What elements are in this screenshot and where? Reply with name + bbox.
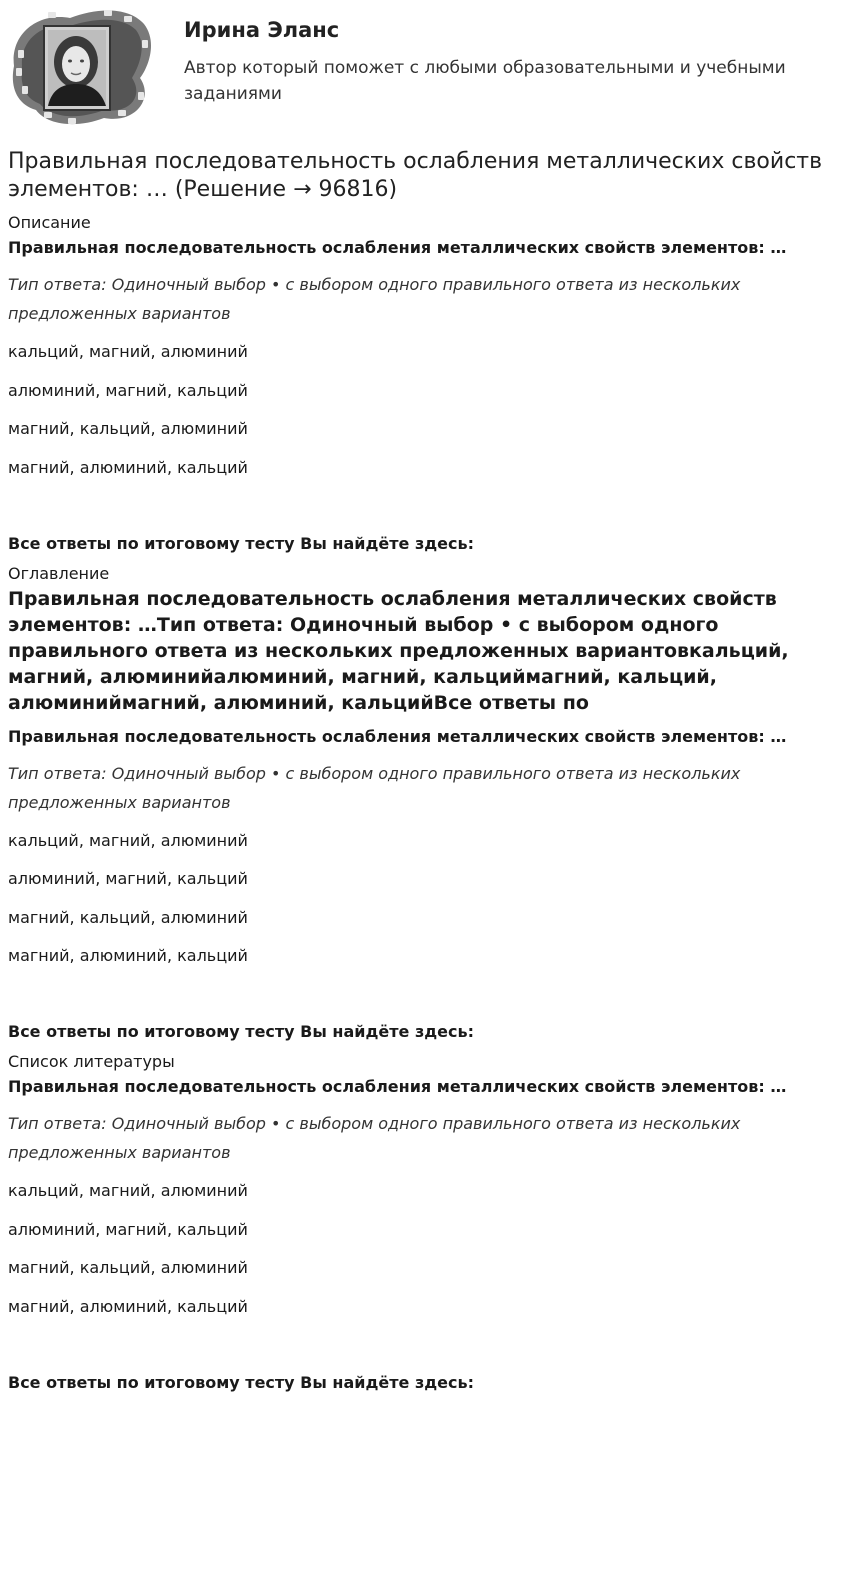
toc-heading: Правильная последовательность ослабления металлических свойств элементов: …Тип ответа: Одиночный выбор • с выбором одного правильного ответа из нескольких предложенных вариантовкальций, магний, алюминийалюминий, магний, кальциймагний, кальций, алюминиймагний, алюминий, кальцийВсе ответы по: [8, 587, 789, 714]
all-answers-link-text: Все ответы по итоговому тесту Вы найдёте здесь:: [8, 533, 475, 553]
section-label-description: Описание: [8, 213, 91, 232]
option-item: магний, кальций, алюминий: [8, 1258, 248, 1277]
film-strip-portrait-icon: [8, 6, 154, 126]
option-item: кальций, магний, алюминий: [8, 1181, 248, 1200]
answer-type: Тип ответа: Одиночный выбор • с выбором одного правильного ответа из нескольких предложенных вариантов: [8, 1114, 741, 1162]
toc-section: [8, 564, 840, 1043]
answer-type: Тип ответа: Одиночный выбор • с выбором одного правильного ответа из нескольких предложенных вариантов: [8, 275, 741, 323]
author-name: Ирина Эланс: [184, 18, 340, 42]
question-text: Правильная последовательность ослабления металлических свойств элементов: …: [8, 1077, 787, 1096]
option-item: магний, алюминий, кальций: [8, 946, 248, 965]
option-item: алюминий, магний, кальций: [8, 380, 248, 400]
author-description: Автор который поможет с любыми образовательными и учебными заданиями: [184, 58, 786, 104]
page-title: Правильная последовательность ослабления металлических свойств элементов: … (Решение → 96816): [8, 149, 823, 202]
option-item: магний, алюминий, кальций: [8, 1296, 248, 1316]
option-item: магний, алюминий, кальций: [8, 457, 248, 477]
section-label-toc: Оглавление: [8, 563, 110, 583]
main-content: [8, 148, 840, 1393]
option-item: магний, кальций, алюминий: [8, 907, 248, 927]
all-answers-link-text: Все ответы по итоговому тесту Вы найдёте здесь:: [8, 1022, 475, 1041]
question-text: Правильная последовательность ослабления металлических свойств элементов: …: [8, 726, 787, 746]
literature-section: [8, 1052, 840, 1393]
description-section: [8, 213, 840, 554]
all-answers-link-text: Все ответы по итоговому тесту Вы найдёте здесь:: [8, 1372, 475, 1392]
option-item: кальций, магний, алюминий: [8, 830, 248, 850]
answer-type: Тип ответа: Одиночный выбор • с выбором одного правильного ответа из нескольких предложенных вариантов: [8, 763, 741, 812]
question-text: Правильная последовательность ослабления металлических свойств элементов: …: [8, 238, 787, 257]
option-item: кальций, магний, алюминий: [8, 342, 248, 361]
author-avatar: [8, 6, 154, 126]
option-item: алюминий, магний, кальций: [8, 1219, 248, 1239]
option-item: алюминий, магний, кальций: [8, 869, 248, 888]
section-label-literature: Список литературы: [8, 1052, 175, 1071]
option-item: магний, кальций, алюминий: [8, 419, 248, 438]
author-block: [8, 6, 838, 126]
